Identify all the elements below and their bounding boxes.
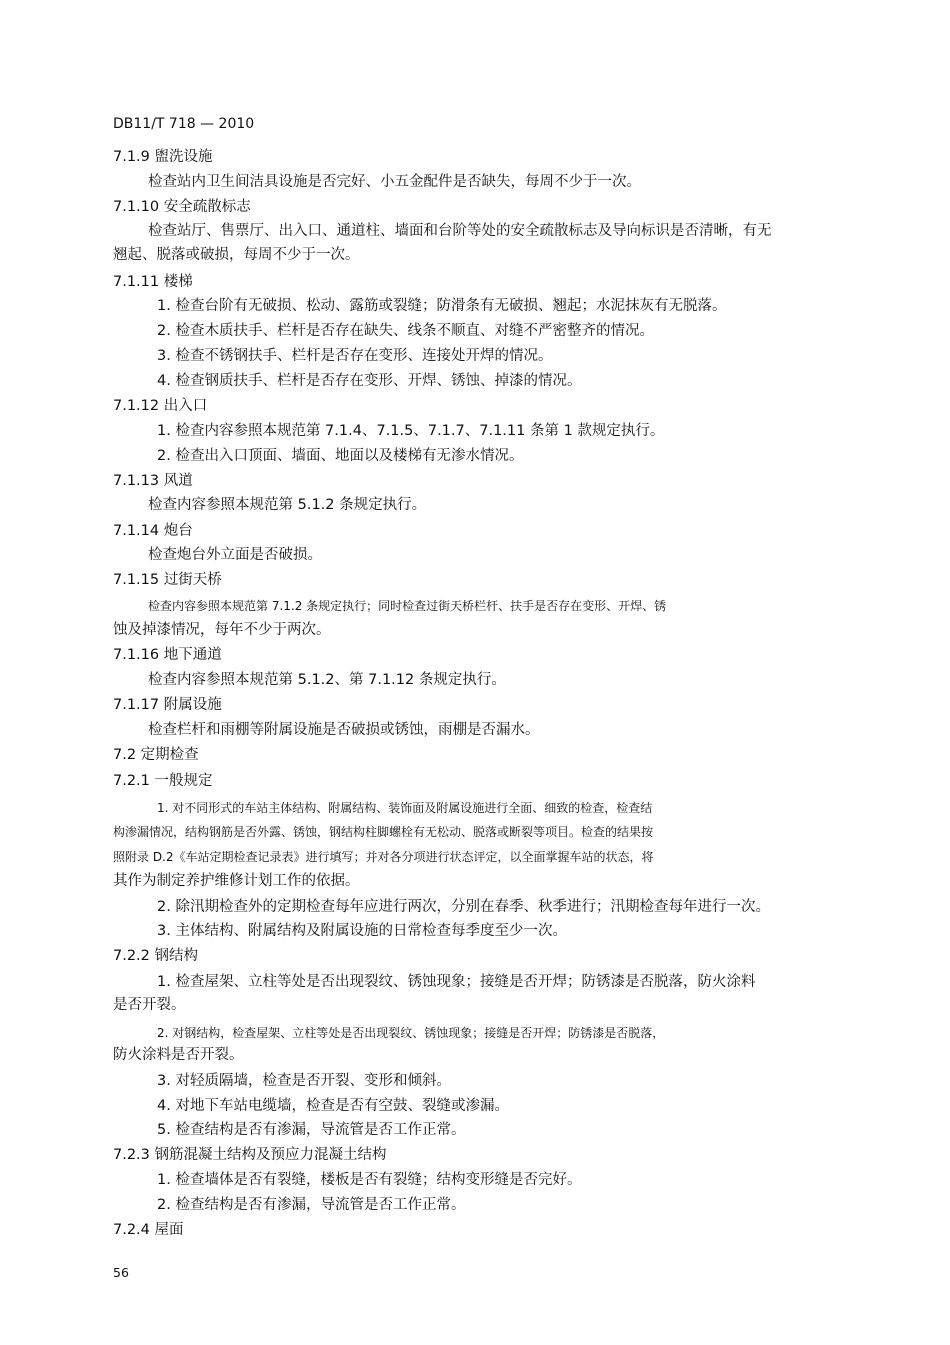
section-heading: 7.1.16 地下通道 — [113, 647, 222, 663]
section-heading: 7.1.9 盥洗设施 — [113, 149, 213, 165]
paragraph-line: 检查内容参照本规范第 5.1.2、第 7.1.12 条规定执行。 — [148, 672, 506, 688]
paragraph-line: 蚀及掉漆情况，每年不少于两次。 — [113, 622, 331, 638]
list-item: 1. 对不同形式的车站主体结构、附属结构、装饰面及附属设施进行全面、细致的检查，检查结 — [157, 801, 653, 815]
section-heading: 7.2.1 一般规定 — [113, 773, 213, 789]
section-heading: 7.2.4 屋面 — [113, 1222, 184, 1238]
section-heading: 7.1.11 楼梯 — [113, 274, 193, 290]
list-item: 2. 除汛期检查外的定期检查每年应进行两次，分别在春季、秋季进行；汛期检查每年进行一次。 — [157, 899, 770, 915]
list-item: 2. 检查木质扶手、栏杆是否存在缺失、线条不顺直、对缝不严密整齐的情况。 — [157, 323, 654, 339]
paragraph-line: 防火涂料是否开裂。 — [113, 1047, 244, 1063]
paragraph-line: 检查炮台外立面是否破损。 — [148, 547, 322, 563]
list-item: 4. 检查钢质扶手、栏杆是否存在变形、开焊、锈蚀、掉漆的情况。 — [157, 373, 582, 389]
section-heading: 7.2 定期检查 — [113, 747, 199, 763]
list-item: 2. 检查出入口顶面、墙面、地面以及楼梯有无渗水情况。 — [157, 448, 524, 464]
list-item: 3. 检查不锈钢扶手、栏杆是否存在变形、连接处开焊的情况。 — [157, 348, 553, 364]
section-heading: 7.1.12 出入口 — [113, 398, 208, 414]
paragraph-line: 照附录 D.2《车站定期检查记录表》进行填写；并对各分项进行状态评定，以全面掌握车站的状态，将 — [113, 850, 654, 864]
paragraph-line: 检查站厅、售票厅、出入口、通道柱、墙面和台阶等处的安全疏散标志及导向标识是否清晰，有无 — [148, 223, 772, 239]
section-heading: 7.1.15 过街天桥 — [113, 572, 222, 588]
section-heading: 7.1.10 安全疏散标志 — [113, 199, 251, 215]
paragraph-line: 检查站内卫生间洁具设施是否完好、小五金配件是否缺失，每周不少于一次。 — [148, 174, 641, 190]
list-item: 5. 检查结构是否有渗漏，导流管是否工作正常。 — [157, 1122, 466, 1138]
list-item: 1. 检查屋架、立柱等处是否出现裂纹、锈蚀现象；接缝是否开焊；防锈漆是否脱落，防火涂料 — [157, 974, 756, 990]
document-header: DB11/T 718 — 2010 — [113, 116, 255, 132]
list-item: 3. 对轻质隔墙，检查是否开裂、变形和倾斜。 — [157, 1073, 451, 1089]
list-item: 4. 对地下车站电缆墙，检查是否有空鼓、裂缝或渗漏。 — [157, 1098, 509, 1114]
list-item: 1. 检查内容参照本规范第 7.1.4、7.1.5、7.1.7、7.1.11 条第 1 款规定执行。 — [157, 423, 665, 439]
paragraph-line: 检查内容参照本规范第 7.1.2 条规定执行；同时检查过街天桥栏杆、扶手是否存在变形、开焊、锈 — [148, 599, 667, 613]
paragraph-line: 其作为制定养护维修计划工作的依据。 — [113, 873, 360, 889]
section-heading: 7.2.3 钢筋混凝土结构及预应力混凝土结构 — [113, 1147, 387, 1163]
section-heading: 7.2.2 钢结构 — [113, 948, 199, 964]
paragraph-line: 翘起、脱落或破损，每周不少于一次。 — [113, 247, 360, 263]
list-item: 2. 对钢结构，检查屋架、立柱等处是否出现裂纹、锈蚀现象；接缝是否开焊；防锈漆是否脱落， — [157, 1026, 665, 1040]
section-heading: 7.1.17 附属设施 — [113, 697, 222, 713]
section-heading: 7.1.14 炮台 — [113, 523, 193, 539]
list-item: 3. 主体结构、附属结构及附属设施的日常检查每季度至少一次。 — [157, 923, 567, 939]
list-item: 1. 检查台阶有无破损、松动、露筋或裂缝；防滑条有无破损、翘起；水泥抹灰有无脱落。 — [157, 298, 727, 314]
paragraph-line: 检查内容参照本规范第 5.1.2 条规定执行。 — [148, 497, 427, 513]
list-item: 2. 检查结构是否有渗漏，导流管是否工作正常。 — [157, 1197, 466, 1213]
list-item: 1. 检查墙体是否有裂缝，楼板是否有裂缝；结构变形缝是否完好。 — [157, 1172, 582, 1188]
paragraph-line: 是否开裂。 — [113, 997, 186, 1013]
section-heading: 7.1.13 风道 — [113, 473, 193, 489]
page-number: 56 — [113, 1265, 129, 1280]
paragraph-line: 检查栏杆和雨棚等附属设施是否破损或锈蚀，雨棚是否漏水。 — [148, 722, 540, 738]
paragraph-line: 构渗漏情况，结构钢筋是否外露、锈蚀，钢结构柱脚螺栓有无松动、脱落或断裂等项目。检查的结果按 — [113, 825, 654, 839]
